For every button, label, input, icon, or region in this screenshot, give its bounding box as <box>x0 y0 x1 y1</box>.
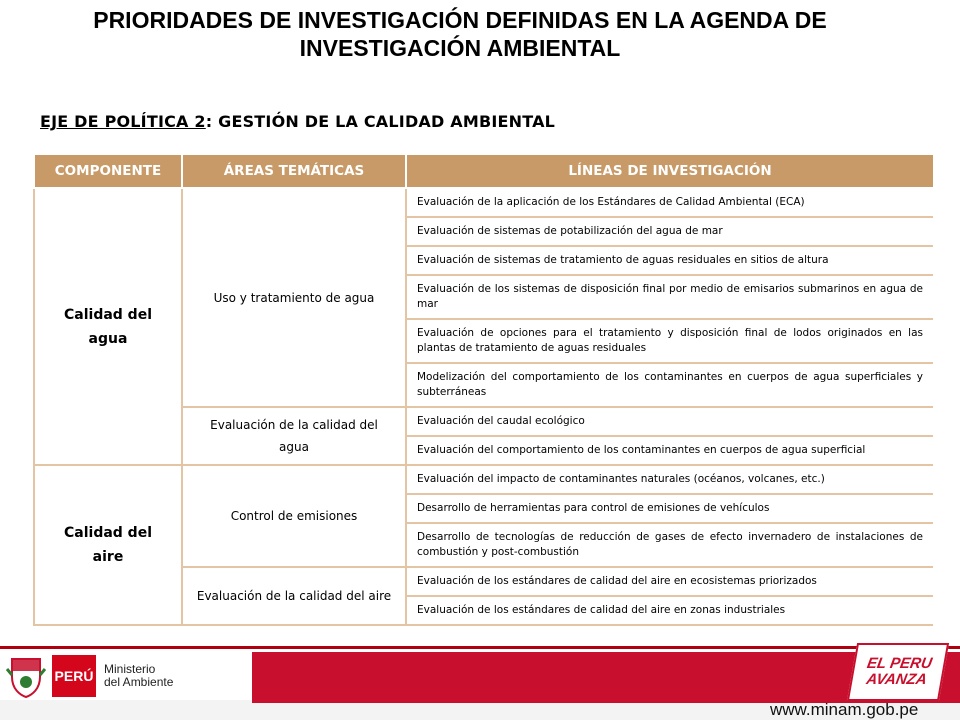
research-line-cell: Evaluación de sistemas de potabilización del agua de mar <box>406 217 933 246</box>
research-line-cell: Evaluación de los sistemas de disposición final por medio de emisarios submarinos en agua de mar <box>406 275 933 319</box>
area-cell-water-quality: Evaluación de la calidad del agua <box>182 407 406 465</box>
area-cell-air-quality: Evaluación de la calidad del aire <box>182 567 406 625</box>
ministry-name <box>104 663 173 689</box>
policy-axis-heading <box>40 112 555 131</box>
research-line-cell: Evaluación del comportamiento de los contaminantes en cuerpos de agua superficial <box>406 436 933 465</box>
research-line-cell: Modelización del comportamiento de los contaminantes en cuerpos de agua superficiales y subterráneas <box>406 363 933 407</box>
research-lines-table <box>33 153 933 626</box>
header-research-lines: LÍNEAS DE INVESTIGACIÓN <box>406 154 933 188</box>
ministry-line-2: del Ambiente <box>104 675 174 689</box>
component-cell-water: Calidad del agua <box>34 188 182 465</box>
slogan-line-1: EL PERU <box>865 655 934 672</box>
table-row <box>34 465 933 494</box>
coat-of-arms-icon <box>4 655 48 699</box>
research-line-cell: Evaluación de sistemas de tratamiento de aguas residuales en sitios de altura <box>406 246 933 275</box>
research-line-cell: Desarrollo de herramientas para control de emisiones de vehículos <box>406 494 933 523</box>
header-component: COMPONENTE <box>34 154 182 188</box>
footer <box>0 646 960 720</box>
table-header-row <box>34 154 933 188</box>
website-url: www.minam.gob.pe <box>770 700 919 719</box>
slogan-line-2: AVANZA <box>865 671 929 688</box>
policy-axis-separator: : <box>205 112 219 131</box>
research-line-cell: Evaluación de la aplicación de los Estándares de Calidad Ambiental (ECA) <box>406 188 933 217</box>
component-cell-air: Calidad del aire <box>34 465 182 625</box>
el-peru-avanza-logo <box>847 643 949 701</box>
policy-axis-label: EJE DE POLÍTICA 2 <box>40 112 206 131</box>
research-line-cell: Evaluación del caudal ecológico <box>406 407 933 436</box>
footer-brand-bar <box>0 646 960 700</box>
peru-logo-box: PERÚ <box>52 655 96 697</box>
area-cell-water-use: Uso y tratamiento de agua <box>182 188 406 407</box>
table-row <box>34 188 933 217</box>
research-lines-table-container <box>33 153 933 643</box>
area-cell-emission-control: Control de emisiones <box>182 465 406 567</box>
policy-axis-name: GESTIÓN DE LA CALIDAD AMBIENTAL <box>218 112 556 131</box>
ministry-line-1: Ministerio <box>104 662 156 676</box>
research-line-cell: Evaluación del impacto de contaminantes naturales (océanos, volcanes, etc.) <box>406 465 933 494</box>
research-line-cell: Desarrollo de tecnologías de reducción de gases de efecto invernadero de instalaciones de combustión y post-combustión <box>406 523 933 567</box>
research-line-cell: Evaluación de los estándares de calidad del aire en ecosistemas priorizados <box>406 567 933 596</box>
header-thematic-areas: ÁREAS TEMÁTICAS <box>182 154 406 188</box>
research-line-cell: Evaluación de los estándares de calidad del aire en zonas industriales <box>406 596 933 625</box>
research-line-cell: Evaluación de opciones para el tratamiento y disposición final de lodos originados en las plantas de tratamiento de aguas residuales <box>406 319 933 363</box>
slide-title: PRIORIDADES DE INVESTIGACIÓN DEFINIDAS EN LA AGENDA DE INVESTIGACIÓN AMBIENTAL <box>93 7 827 61</box>
